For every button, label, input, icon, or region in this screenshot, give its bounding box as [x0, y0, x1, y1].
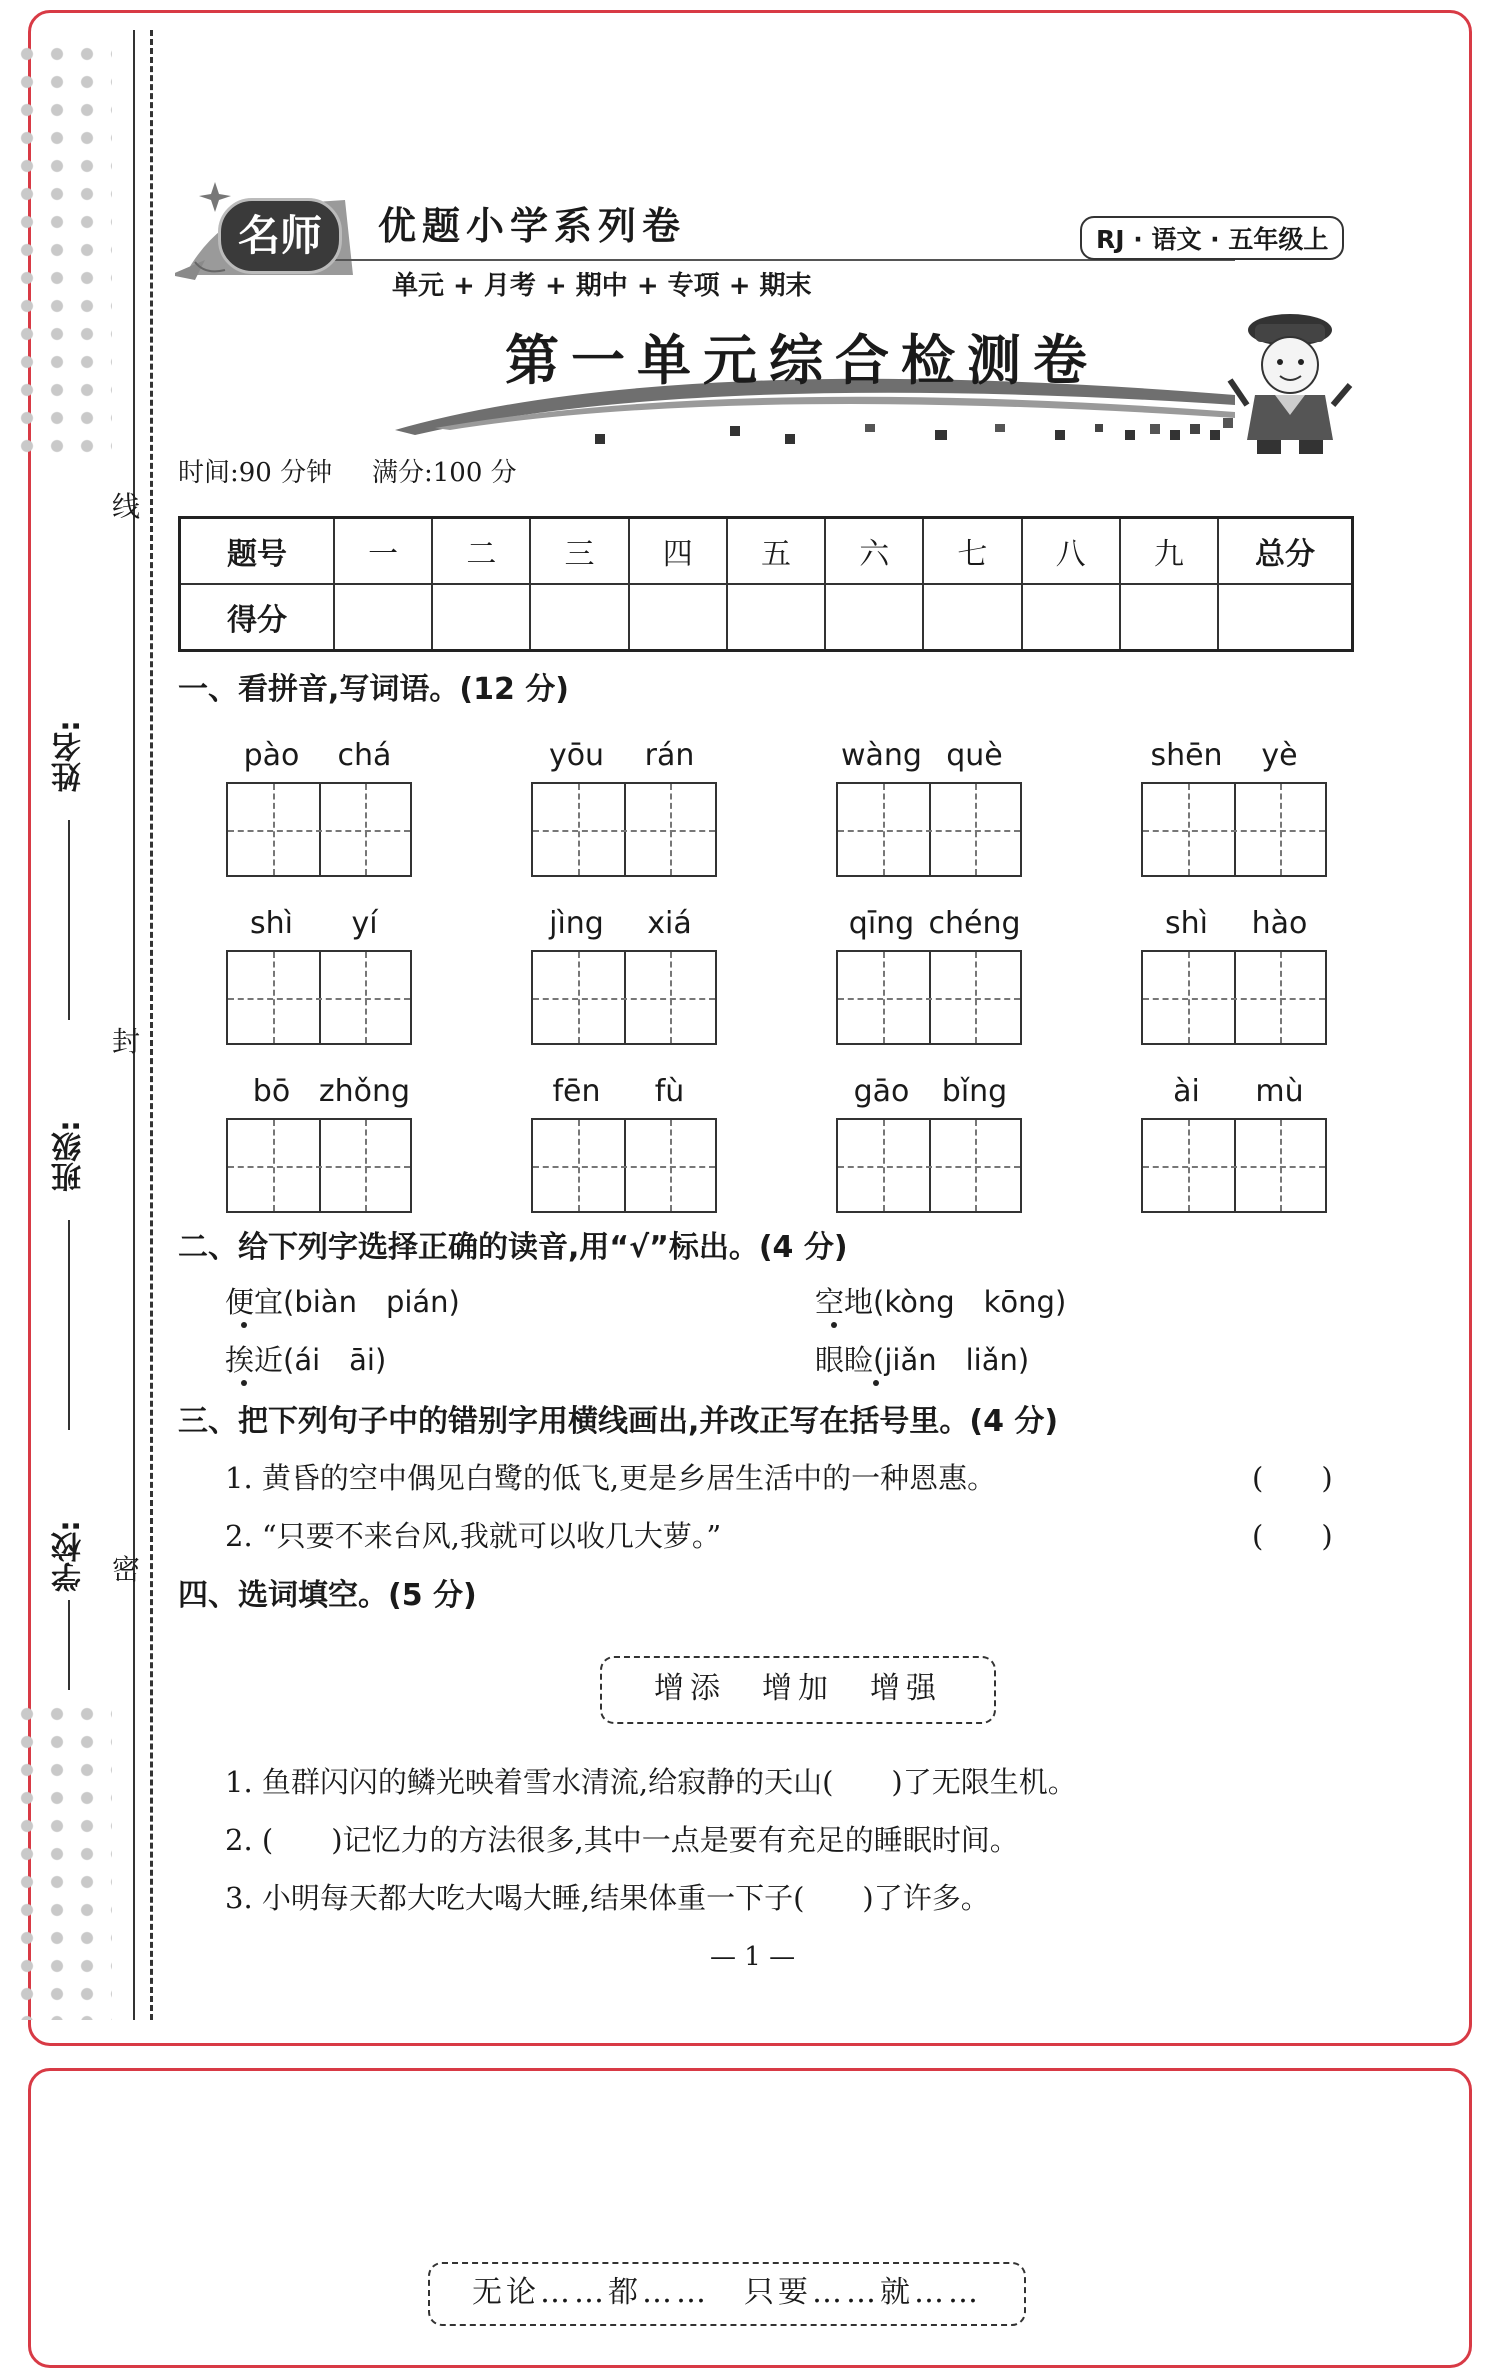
s2-item-1-options[interactable]: (biàn pián): [283, 1285, 460, 1319]
s3-item-1-bracket[interactable]: ( ): [1252, 1461, 1333, 1495]
pinyin-syllable: bǐng: [941, 1074, 1008, 1109]
score-cell[interactable]: [629, 584, 727, 651]
score-cell[interactable]: [825, 584, 923, 651]
score-table: [178, 516, 1354, 652]
score-cell[interactable]: [727, 584, 825, 651]
pinyin-syllable: pào: [243, 738, 300, 773]
score-table-label-score: 得分: [180, 584, 335, 651]
series-subtitle: 单元 + 月考 + 期中 + 专项 + 期末: [392, 271, 812, 301]
s2-item-3: [225, 1338, 386, 1379]
section3-heading: 三、把下列句子中的错别字用横线画出,并改正写在括号里。(4 分): [178, 1404, 1059, 1439]
pinyin-syllable: qīng: [848, 906, 915, 941]
s2-item-2-word: 空地: [815, 1285, 874, 1319]
tian-zi-box[interactable]: [531, 1118, 717, 1213]
pinyin-syllable: rán: [644, 738, 695, 773]
pinyin-syllable: chéng: [928, 906, 1021, 941]
emphasis-dot: [873, 1380, 879, 1386]
pinyin-syllable: ài: [1173, 1074, 1200, 1109]
score-col-1: 一: [334, 518, 432, 585]
score-col-4: 四: [629, 518, 727, 585]
section4-heading: 四、选词填空。(5 分): [178, 1578, 477, 1613]
tian-zi-box[interactable]: [226, 950, 412, 1045]
s4-word-choices: 增添 增加 增强: [600, 1656, 996, 1724]
s2-item-2-options[interactable]: (kòng kōng): [873, 1285, 1067, 1319]
tian-zi-box[interactable]: [226, 782, 412, 877]
pinyin-syllable: gāo: [853, 1074, 910, 1109]
tian-zi-box[interactable]: [1141, 782, 1327, 877]
pinyin-syllable: shì: [1165, 906, 1208, 941]
score-cell[interactable]: [334, 584, 432, 651]
score-col-2: 二: [432, 518, 530, 585]
score-table-label-number: 题号: [180, 518, 335, 585]
class-blank-line: [68, 1220, 70, 1430]
name-blank-line: [68, 820, 70, 1020]
page-number: — 1 —: [710, 1942, 796, 1972]
s4-item-1: 1. 鱼群闪闪的鳞光映着雪水清流,给寂静的天山( )了无限生机。: [225, 1765, 1077, 1799]
score-col-3: 三: [530, 518, 628, 585]
s4-item-3: 3. 小明每天都大吃大喝大睡,结果体重一下子( )了许多。: [225, 1881, 990, 1915]
pinyin-syllable: wàng: [841, 738, 922, 773]
s2-item-1: [225, 1280, 460, 1321]
pinyin-syllable: shì: [250, 906, 293, 941]
pinyin-syllable: fēn: [552, 1074, 601, 1109]
school-blank-line: [68, 1600, 70, 1690]
section1-heading: 一、看拼音,写词语。(12 分): [178, 672, 570, 707]
seal-char-secret: 密: [112, 1553, 141, 1586]
pinyin-syllable: bō: [252, 1074, 291, 1109]
tian-zi-box[interactable]: [836, 950, 1022, 1045]
pinyin-syllable: chá: [337, 738, 392, 773]
exam-title: 第一单元综合检测卷: [505, 328, 1099, 392]
pinyin-syllable: yí: [351, 906, 378, 941]
emphasis-dot: [831, 1322, 837, 1328]
section2-heading: 二、给下列字选择正确的读音,用“√”标出。(4 分): [178, 1230, 848, 1265]
pinyin-syllable: zhǒng: [318, 1074, 411, 1109]
pinyin-syllable: yōu: [548, 738, 605, 773]
score-col-9: 九: [1120, 518, 1218, 585]
s3-item-1: 1. 黄昏的空中偶见白鹭的低飞,更是乡居生活中的一种恩惠。: [225, 1461, 997, 1495]
exam-full-score: 满分:100 分: [372, 458, 517, 488]
s2-item-2: [815, 1280, 1066, 1321]
score-cell[interactable]: [530, 584, 628, 651]
pinyin-syllable: mù: [1255, 1074, 1304, 1109]
s2-item-1-word: 便宜: [225, 1285, 284, 1319]
card2-word-choices: 无论……都…… 只要……就……: [428, 2262, 1026, 2326]
seal-char-seal: 封: [112, 1025, 141, 1058]
seal-char-line: 线: [112, 490, 141, 523]
pinyin-syllable: xiá: [647, 906, 692, 941]
binding-dashed-line: [150, 30, 153, 2020]
score-cell[interactable]: [1120, 584, 1218, 651]
pinyin-syllable: què: [946, 738, 1003, 773]
exam-time: 时间:90 分钟: [178, 458, 333, 488]
grade-tag: RJ · 语文 · 五年级上: [1080, 216, 1344, 260]
score-col-7: 七: [923, 518, 1021, 585]
score-cell[interactable]: [432, 584, 530, 651]
score-col-6: 六: [825, 518, 923, 585]
emphasis-dot: [241, 1322, 247, 1328]
tian-zi-box[interactable]: [226, 1118, 412, 1213]
pinyin-syllable: shēn: [1150, 738, 1223, 773]
tian-zi-box[interactable]: [531, 782, 717, 877]
pinyin-syllable: hào: [1251, 906, 1308, 941]
series-logo: 名师: [218, 198, 342, 274]
side-label-class: 班级:: [52, 1120, 87, 1192]
pinyin-syllable: jìng: [549, 906, 604, 941]
tian-zi-box[interactable]: [1141, 1118, 1327, 1213]
s4-item-2: 2. ( )记忆力的方法很多,其中一点是要有充足的睡眠时间。: [225, 1823, 1019, 1857]
score-cell[interactable]: [1218, 584, 1353, 651]
side-label-name: 姓名:: [52, 720, 87, 792]
score-table-score-row: [180, 584, 1353, 651]
emphasis-dot: [241, 1380, 247, 1386]
s2-item-4-options[interactable]: (jiǎn liǎn): [873, 1343, 1030, 1377]
score-col-5: 五: [727, 518, 825, 585]
score-col-8: 八: [1022, 518, 1120, 585]
score-cell[interactable]: [1022, 584, 1120, 651]
s3-item-2: 2. “只要不来台风,我就可以收几大萝。”: [225, 1519, 722, 1553]
tian-zi-box[interactable]: [1141, 950, 1327, 1045]
s2-item-3-options[interactable]: (ái āi): [283, 1343, 387, 1377]
score-col-total: 总分: [1218, 518, 1353, 585]
pinyin-syllable: yè: [1261, 738, 1298, 773]
tian-zi-box[interactable]: [531, 950, 717, 1045]
score-cell[interactable]: [923, 584, 1021, 651]
series-title: 优题小学系列卷: [378, 204, 687, 248]
dot-pattern-top: [12, 40, 112, 460]
mascot-icon: [1225, 310, 1355, 460]
side-label-school: 学校:: [52, 1520, 87, 1592]
s2-item-4-word: 眼睑: [815, 1343, 874, 1377]
score-table-header-row: [180, 518, 1353, 585]
s2-item-4: [815, 1338, 1029, 1379]
s2-item-3-word: 挨近: [225, 1343, 284, 1377]
tian-zi-box[interactable]: [836, 1118, 1022, 1213]
tian-zi-box[interactable]: [836, 782, 1022, 877]
s3-item-2-bracket[interactable]: ( ): [1252, 1519, 1333, 1553]
pinyin-syllable: fù: [654, 1074, 685, 1109]
dot-pattern-bottom: [12, 1700, 112, 2020]
